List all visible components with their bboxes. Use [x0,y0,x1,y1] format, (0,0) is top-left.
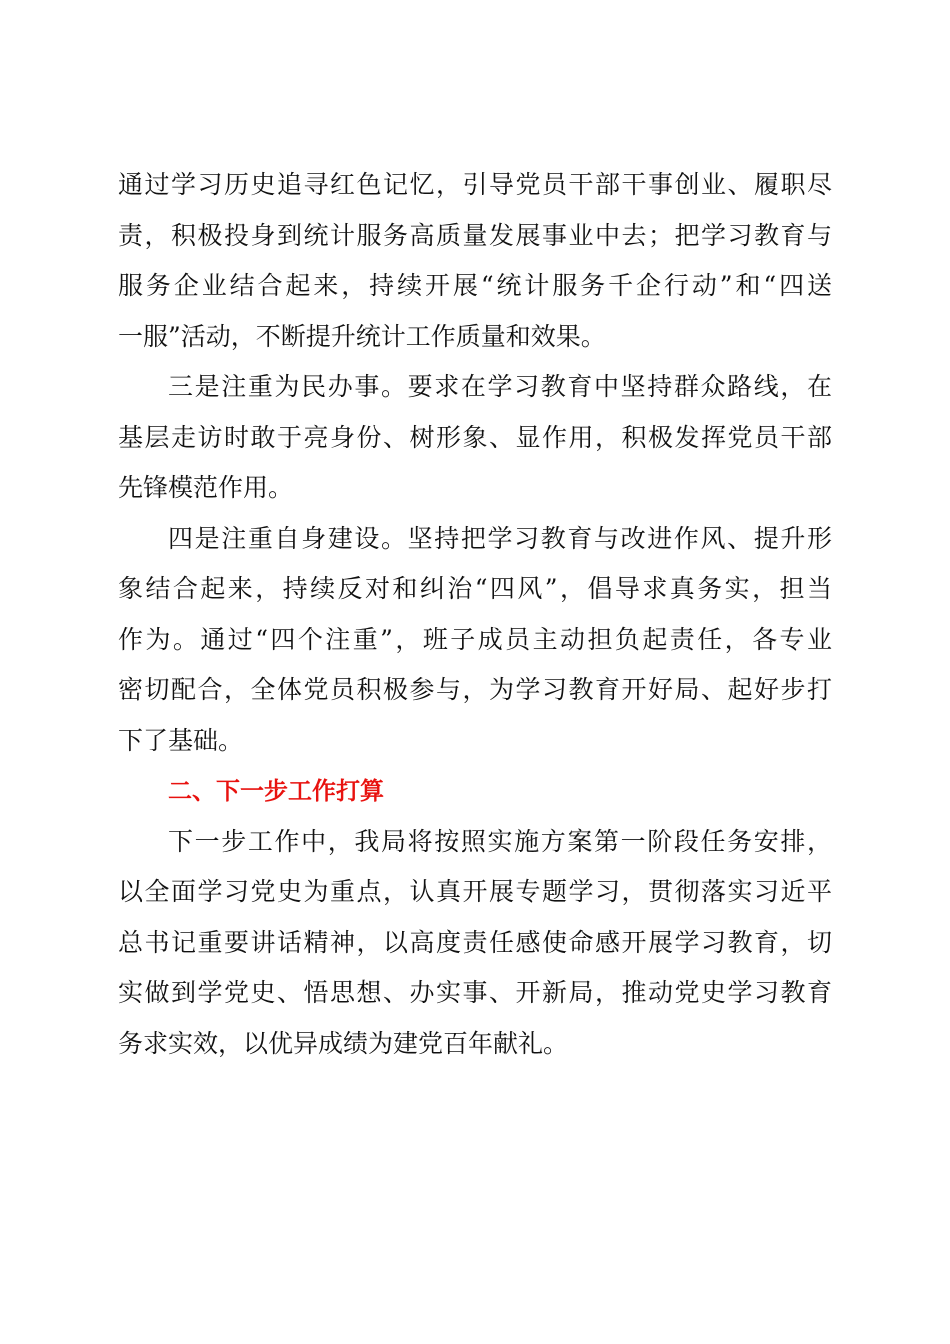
text-line: 密切配合，全体党员积极参与，为学习教育开好局、起好步打 [118,675,832,704]
text-line: 以全面学习党史为重点，认真开展专题学习，贯彻落实习近平 [118,877,832,906]
text-line: 实做到学党史、悟思想、办实事、开新局，推动党史学习教育 [118,978,832,1007]
text-line: 服务企业结合起来，持续开展“统计服务千企行动”和“四送 [118,271,832,300]
text-line: 四是注重自身建设。坚持把学习教育与改进作风、提升形 [168,523,832,553]
text-line: 三是注重为民办事。要求在学习教育中坚持群众路线，在 [168,372,832,401]
text-line: 作为。通过“四个注重”，班子成员主动担负起责任，各专业 [118,624,832,654]
text-line: 下一步工作中，我局将按照实施方案第一阶段任务安排， [168,826,832,856]
text-line: 通过学习历史追寻红色记忆，引导党员干部干事创业、履职尽 [118,170,832,199]
text-line: 象结合起来，持续反对和纠治“四风”，倡导求真务实，担当 [118,574,832,603]
text-line: 一服”活动，不断提升统计工作质量和效果。 [118,321,606,351]
text-line: 下了基础。 [118,725,244,755]
text-line: 总书记重要讲话精神，以高度责任感使命感开展学习教育，切 [118,927,832,957]
text-line: 务求实效，以优异成绩为建党百年献礼。 [118,1028,569,1058]
section-heading: 二、下一步工作打算 [168,777,384,805]
paragraph-self-building [118,514,832,767]
text-line: 基层走访时敢于亮身份、树形象、显作用，积极发挥党员干部 [118,422,832,452]
text-line: 责，积极投身到统计服务高质量发展事业中去；把学习教育与 [118,220,832,250]
text-line: 先锋模范作用。 [118,473,294,502]
paragraph-next-steps [118,817,832,1070]
paragraph-serve-people [118,362,832,514]
document-body [118,160,832,1069]
paragraph-study-history [118,160,832,362]
